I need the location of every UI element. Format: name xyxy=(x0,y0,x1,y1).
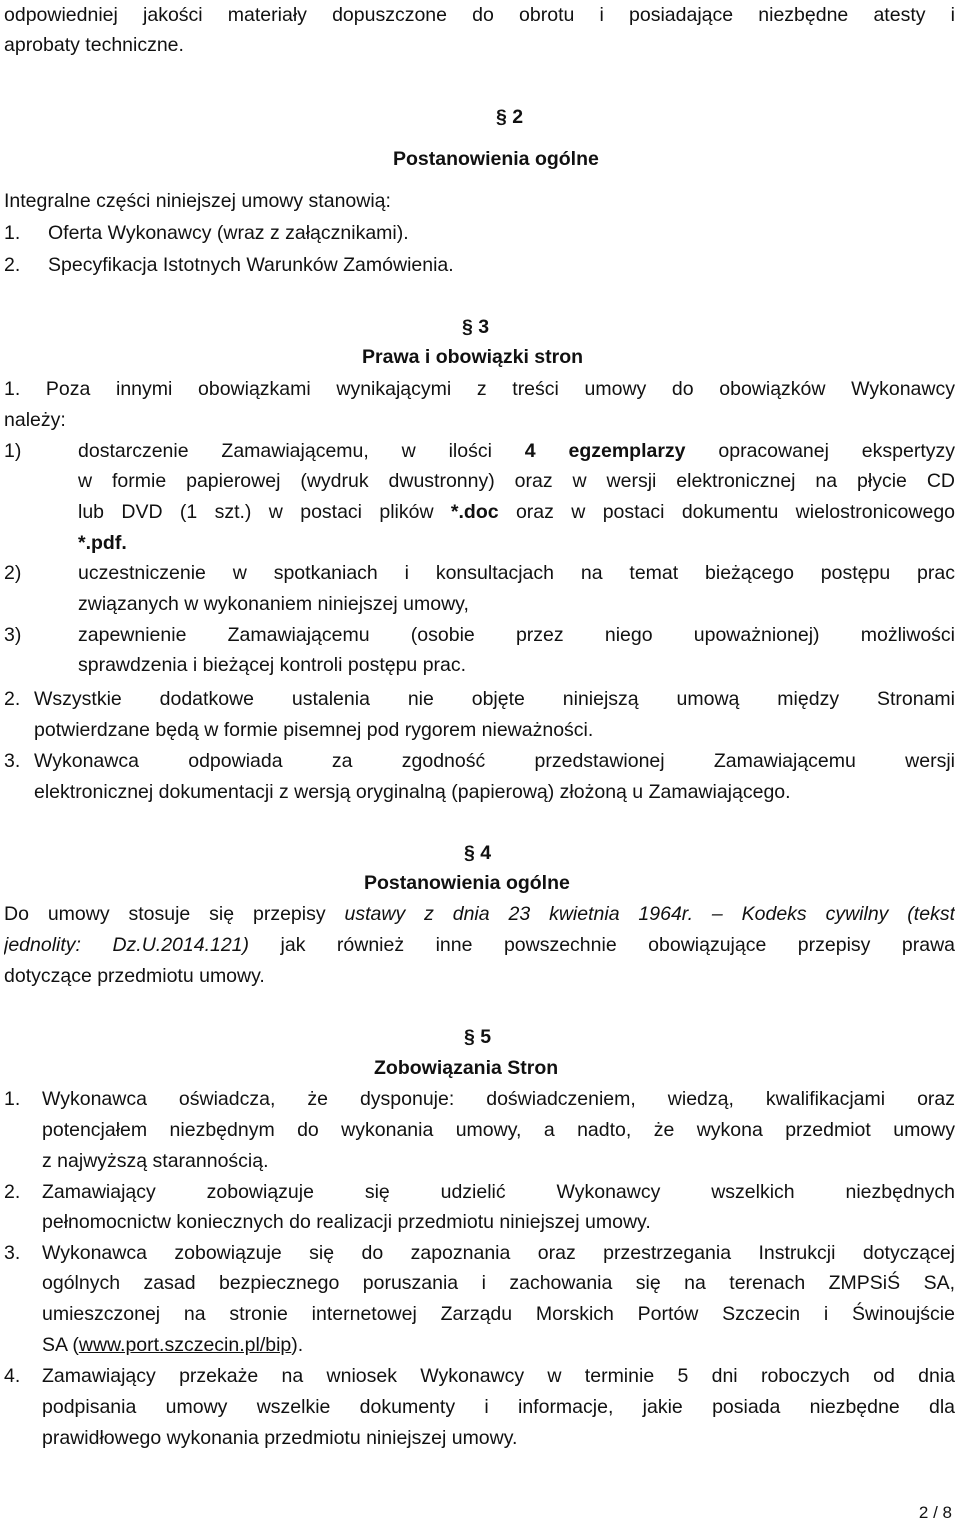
section-number: 5 xyxy=(480,1026,492,1048)
list-item: Specyfikacja Istotnych Warunków Zamówienia. xyxy=(48,254,454,276)
paragraph-line: Zamawiający przekaże na wniosek Wykonawcy w terminie 5 dni roboczych od dnia xyxy=(42,1365,955,1387)
paragraph-line: elektronicznej dokumentacji z wersją oryginalną (papierową) złożoną u Zamawiającego. xyxy=(34,781,791,803)
paragraph-line: 1. Poza innymi obowiązkami wynikającymi z treści umowy do obowiązków Wykonawcy xyxy=(4,378,955,400)
section-sign: § xyxy=(496,106,507,128)
paragraph-line: zapewnienie Zamawiającemu (osobie przez niego upoważnionej) możliwości xyxy=(78,624,955,646)
section-4-title: Postanowienia ogólne xyxy=(364,872,570,894)
paragraph-line: uczestniczenie w spotkaniach i konsultacjach na temat bieżącego postępu prac xyxy=(78,562,955,584)
paragraph-line: z najwyższą starannością. xyxy=(42,1150,269,1172)
paragraph-line: prawidłowego wykonania przedmiotu niniejszej umowy. xyxy=(42,1427,518,1449)
section-number: 4 xyxy=(480,842,492,864)
paragraph-number: 4. xyxy=(4,1365,21,1387)
paragraph-line: związanych w wykonaniem niniejszej umowy, xyxy=(78,593,469,615)
paragraph-line: pełnomocnictw koniecznych do realizacji przedmiotu niniejszej umowy. xyxy=(42,1211,651,1233)
paragraph-number: 2. xyxy=(4,688,21,710)
paragraph-line: należy: xyxy=(4,409,66,431)
paragraph-number: 3. xyxy=(4,750,21,772)
section-2-heading xyxy=(496,102,523,132)
paragraph-line: w formie papierowej (wydruk dwustronny) oraz w wersji elektronicznej na płycie CD xyxy=(78,470,955,492)
emphasis: *.doc xyxy=(450,501,499,523)
section-number: 2 xyxy=(512,106,524,128)
paragraph-line: Wykonawca zobowiązuje się do zapoznania oraz przestrzegania Instrukcji dotyczącej xyxy=(42,1242,955,1264)
bip-link[interactable]: www.port.szczecin.pl/bip xyxy=(78,1334,292,1356)
paragraph-line: jednolity: Dz.U.2014.121) jak również inne powszechnie obowiązujące przepisy prawa xyxy=(4,934,955,956)
emphasis: 4 egzemplarzy xyxy=(524,440,686,462)
intro-line-2: aprobaty techniczne. xyxy=(4,34,184,56)
sub-number: 3) xyxy=(4,624,22,646)
section-2-lead: Integralne części niniejszej umowy stanowią: xyxy=(4,190,391,212)
paragraph-line: Do umowy stosuje się przepisy ustawy z dnia 23 kwietnia 1964r. – Kodeks cywilny (tekst xyxy=(4,903,955,925)
paragraph-line: dostarczenie Zamawiającemu, w ilości 4 egzemplarzy opracowanej ekspertyzy xyxy=(78,440,955,462)
paragraph-line: Wszystkie dodatkowe ustalenia nie objęte niniejszą umową między Stronami xyxy=(34,688,955,710)
paragraph-line: Wykonawca odpowiada za zgodność przedstawionej Zamawiającemu wersji xyxy=(34,750,955,772)
paragraph-line: lub DVD (1 szt.) w postaci plików *.doc oraz w postaci dokumentu wielostronicowego xyxy=(78,501,955,523)
section-sign: § xyxy=(464,842,475,864)
paragraph-line: potwierdzane będą w formie pisemnej pod rygorem nieważności. xyxy=(34,719,594,741)
paragraph-line: *.pdf. xyxy=(78,532,127,554)
page-number: 2 / 8 xyxy=(918,1503,952,1522)
paragraph-line: potencjałem niezbędnym do wykonania umowy, a nadto, że wykona przedmiot umowy xyxy=(42,1119,955,1141)
section-5-title: Zobowiązania Stron xyxy=(374,1057,559,1079)
paragraph-line: podpisania umowy wszelkie dokumenty i informacje, jakie posiada niezbędne dla xyxy=(42,1396,955,1418)
paragraph-number: 1. xyxy=(4,1088,21,1110)
paragraph-line: umieszczonej na stronie internetowej Zarządu Morskich Portów Szczecin i Świnoujście xyxy=(42,1303,955,1325)
paragraph-number: 2. xyxy=(4,1181,21,1203)
paragraph-line: dotyczące przedmiotu umowy. xyxy=(4,965,265,987)
statute-reference: ustawy z dnia 23 kwietnia 1964r. – Kodeks cywilny (tekst xyxy=(344,903,955,925)
section-3-heading xyxy=(462,312,489,342)
section-sign: § xyxy=(462,316,473,338)
paragraph-line: Wykonawca oświadcza, że dysponuje: doświadczeniem, wiedzą, kwalifikacjami oraz xyxy=(42,1088,955,1110)
paragraph-line: SA (www.port.szczecin.pl/bip). xyxy=(42,1334,304,1356)
sub-number: 1) xyxy=(4,440,22,462)
paragraph-line: Zamawiający zobowiązuje się udzielić Wykonawcy wszelkich niezbędnych xyxy=(42,1181,955,1203)
list-number: 1. xyxy=(4,222,21,244)
section-number: 3 xyxy=(478,316,490,338)
section-3-title: Prawa i obowiązki stron xyxy=(362,346,584,368)
list-number: 2. xyxy=(4,254,21,276)
paragraph-number: 3. xyxy=(4,1242,21,1264)
statute-reference: jednolity: Dz.U.2014.121) xyxy=(4,934,250,956)
section-sign: § xyxy=(464,1026,475,1048)
intro-line-1: odpowiedniej jakości materiały dopuszczone do obrotu i posiadające niezbędne atesty i xyxy=(4,4,955,26)
section-2-title: Postanowienia ogólne xyxy=(393,148,599,170)
sub-number: 2) xyxy=(4,562,22,584)
list-item: Oferta Wykonawcy (wraz z załącznikami). xyxy=(48,222,409,244)
paragraph-line: ogólnych zasad bezpiecznego poruszania i zachowania się na terenach ZMPSiŚ SA, xyxy=(42,1272,955,1294)
section-5-heading xyxy=(464,1022,491,1052)
paragraph-line: sprawdzenia i bieżącej kontroli postępu prac. xyxy=(78,654,467,676)
section-4-heading xyxy=(464,838,491,868)
